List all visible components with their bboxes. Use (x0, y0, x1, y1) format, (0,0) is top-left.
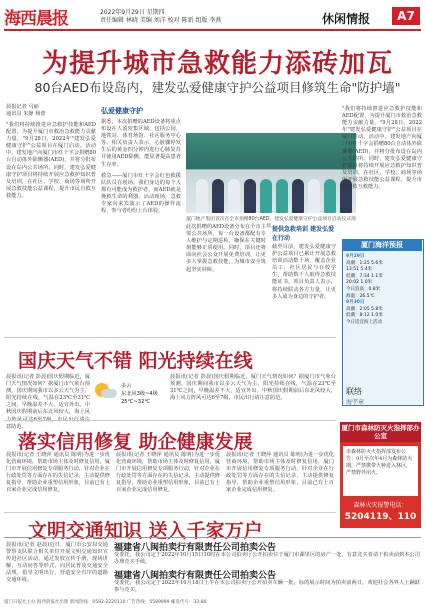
header-rule (4, 29, 421, 31)
tide-line: 今日适宜海上活动 (346, 319, 382, 325)
contact-name: 海宇章 (346, 399, 365, 406)
page-number: A7 (392, 7, 420, 25)
event-photo (186, 133, 356, 213)
person-figure (308, 179, 320, 213)
tide-line: 海温：26.5℃ (346, 293, 375, 299)
lead-col5 (342, 106, 422, 234)
lead-col2 (101, 106, 181, 334)
col5-body: "我们将持续推进应急救护技能和AED配置，为提升厦门市救治急救能力贡献力量。"9月28日，2022年"建发弘爱健康守护"公益项目在厦门启动。活动中，建发地产向厦门市红十字会捐赠80台自动体外除颤器(AED)，并将分批布设在岛内公共场所。同时，建发弘爱健康守护项目将持续开展应急救护知识普及培训，在社区、学校、商场等场所开展急救技能公益课程，提升市民自救互救能力。 (342, 106, 422, 191)
tide-contact (346, 386, 418, 406)
notice-body-1: 受委托，我公司定于2022年10月15日10时在本公司拍卖厅公开拍卖位于厦门市湖里区的房产一处，有意竞买者请于拍卖前到本公司办理竞买手续。 (114, 552, 420, 566)
lead-col4 (272, 224, 336, 332)
person-figure (228, 179, 240, 213)
person-figure (292, 179, 304, 213)
person-figure (212, 179, 224, 213)
weather-body: 晨报讯(记者 彭晨)国庆假期临近，厦门天气情况如何？据厦门市气象台预测，国庆期间我市以多云天气为主，阳光持续在线，气温在23℃至31℃之间，早晚温差不大，适宜外出。中秋国庆假期前后东北风较大，海上风 意防范。 (6, 374, 90, 430)
person-figure (276, 179, 288, 213)
issue-date: 2022年9月29日 星期四 (100, 9, 165, 16)
tide-line: 高潮：1:25 5.6米 (346, 260, 383, 266)
page-footer: 厦门日报社主办 海西晨报社出版 新闻热线：0592-2220110 广告热线：5589999 邮发代号：33-80 (4, 600, 207, 605)
ad-hotline (340, 500, 421, 522)
legal-notices (4, 537, 421, 598)
lead-body-col1: "我们将持续推进应急救护技能和AED配置，为提升厦门市救治急救能力贡献力量。"9月28日，2022年"建发弘爱健康守护"公益项目在厦门启动。活动中，建发地产向厦门市红十字会捐赠80台自动体外除颤器(AED)，并将分批布设在岛内公共场所。同时，建发弘爱健康守护项目将持续开展应急救护知识普及培训，在社区、学校、商场等场所开展急救技能公益课程，提升市民自救互救能力。 (6, 122, 96, 199)
weather-widget (95, 381, 165, 419)
col4-subtitle: 提供急救培训 建发弘爱在行动 (272, 226, 335, 242)
weather-temp: 25℃~32℃ (121, 399, 151, 405)
credit-body-col2: 晨报讯(记者 王晓萍 通讯员 陈明)为进一步优化营商环境，帮助市场主体及时修复信用，厦门市开展信用修复专项服务行动，针对企业在行政处罚等方面存在的失信记录，主动提供修复指导，帮助企业重塑信用形象，目前已有上百家企业完成信用修复。 (116, 452, 220, 494)
editor-credits: 责任编辑 林晓 美编 刘洋 校对 陈新 组版 李燕 (100, 16, 222, 24)
tide-line: 9月30日 (346, 300, 365, 306)
ad-body: 市森林防灭火指挥部发布公告：9月至次年4月为森林防火期，严禁携带火种进入林区，严禁野外用火。 (346, 449, 413, 476)
byline: 晨报记者 马丽 通讯员 朱静 杨蕾 (6, 104, 46, 118)
tide-line: 低潮：8:12 1.0米 (346, 313, 383, 319)
box-body: 据悉，本次捐赠的AED设备将重点布设在人流密集区域，包括公园、地铁站、体育场馆、社区服务中心等。相关负责人表示，心脏骤停发生后的黄金四分钟内进行心肺复苏并使用AED除颤，能显著提高患者生存率。 (101, 119, 181, 168)
weather-body-2: 晨报讯(记者 彭晨)国庆假期临近，厦门天气情况如何？据厦门市气象台预测，国庆期间我市以多云天气为主，阳光持续在线，气温在23℃至31℃之间，早晚温差不大，适宜外出。中秋国庆假期前后东北风较大，海上风力阵风可达6至7级，市民出行请注意防范。 (170, 374, 336, 402)
weather-wind: 东北风3级~4级 (121, 391, 158, 397)
tide-list (346, 254, 418, 327)
divider (4, 420, 336, 421)
traffic-body-cont: 晨报讯(记者 赵晨)近日，厦门市公安局交通警察支队联合相关单位开展文明交通知识宣传进社区活动，通过发放宣传手册、现场讲解、互动问答等形式，向居民普及交通安全法规，倡导文明出行，营造安全有序的道路交通环境。 (6, 542, 108, 584)
tide-date: 9月29日 (346, 254, 365, 259)
hotline-label: 森林火灾报警电话： (353, 502, 408, 509)
person-figure (196, 179, 208, 213)
newspaper-logo: 海西晨报 (4, 9, 68, 29)
tide-title: 厦门海洋预报 (342, 239, 422, 251)
lead-col3: 此次捐赠的AED设备分布在全市主要公共场所，每一台设备都配有专人维护与定期巡检，确保在关键时刻能够正常使用。同时，项目还将面向社会公众开展免费培训，让更多人掌握急救技能，为城市安全筑起坚实屏障。 (186, 224, 266, 273)
weather-headline: 国庆天气不错 阳光持续在线 (18, 350, 253, 372)
col2-body: 救急——厦门市红十字会红色救援队队员在现场。我们身边的每个人都有可能成为救护者，而AED就是挽救生命的利器。活动现场，急救专家向来宾演示了AED的操作流程，参与者纷纷上台体验。 (101, 172, 181, 215)
col4-body: 截至目前，建发弘爱健康守护公益项目已累计开展急救培训活动数十场，覆盖企业员工、社区居民与在校学生，帮助数千人取得急救技能证书。项目负责人表示，将持续联动各方力量，让更多人成为身边的守护者。 (272, 244, 336, 300)
credit-headline: 落实信用修复 助企健康发展 (18, 431, 253, 453)
photo-caption: 厦门地产集团首次在全市捐赠80台AED，建发弘爱健康守护公益项目启动仪式现场。 (186, 217, 356, 229)
section-name: 休闲情报 (322, 12, 371, 26)
credit-body-col3: 晨报讯(记者 王晓萍 通讯员 陈明)为进一步优化营商环境，帮助市场主体及时修复信用，厦门市开展信用修复专项服务行动，针对企业在行政处罚等方面存在的失信记录，主动提供修复指导，帮助企业重塑信用形象，目前已有上百家企业完成信用修复。 (226, 452, 334, 494)
contact-label: 联络 (346, 387, 362, 396)
person-figure (324, 179, 336, 213)
person-figure (244, 179, 256, 213)
notice-title-1: 福建省八闽拍卖行有限责任公司拍卖公告 (114, 543, 277, 553)
date-line (100, 9, 221, 24)
tide-line: 今日浪高：0.8米 (346, 286, 381, 292)
credit-body-col1: 晨报讯(记者 王晓萍 通讯员 陈明)为进一步优化营商环境，帮助市场主体及时修复信用，厦门市开展信用修复专项服务行动，针对企业在行政处罚等方面存在的失信记录，主动提供修复指导，帮助企业重塑信用形象，目前已有上百家企业完成信用修复。 (6, 452, 110, 494)
ad-body-box (343, 446, 418, 496)
lead-subhead: 80台AED布设岛内，建发弘爱健康守护公益项目修筑生命"防护墙" (34, 80, 401, 95)
tide-line: 20:02 1.0米 (346, 280, 373, 286)
notice-title-2: 福建省八闽拍卖行有限责任公司拍卖公告 (114, 571, 277, 581)
notice-body-2: 受委托，我公司定于2022年10月18日上午在本公司拍卖厅公开拍卖车辆一批，标的展示时间为拍卖前两日，欢迎社会各界人士踊跃参与竞买。 (114, 580, 420, 594)
tide-line: 13:51 5.4米 (346, 267, 373, 273)
hotline-number: 5204119、110 (344, 512, 417, 522)
traffic-headline: 文明交通知识 送入千家万户 (28, 520, 263, 542)
masthead (0, 0, 425, 30)
tide-line: 低潮：7:34 1.1米 (346, 273, 383, 279)
ad-header: 厦门市森林防灭火指挥部办公室 (341, 424, 420, 440)
weather-condition: 多云 (121, 383, 132, 389)
divider (4, 512, 336, 513)
divider (4, 337, 336, 338)
box-title: 弘爱健康守护 (101, 107, 143, 115)
lead-headline: 为提升城市急救能力添砖加瓦 (41, 49, 393, 79)
tide-line: 高潮：2:05 5.8米 (346, 306, 383, 312)
cloud-icon (101, 389, 117, 398)
person-figure (260, 179, 272, 213)
